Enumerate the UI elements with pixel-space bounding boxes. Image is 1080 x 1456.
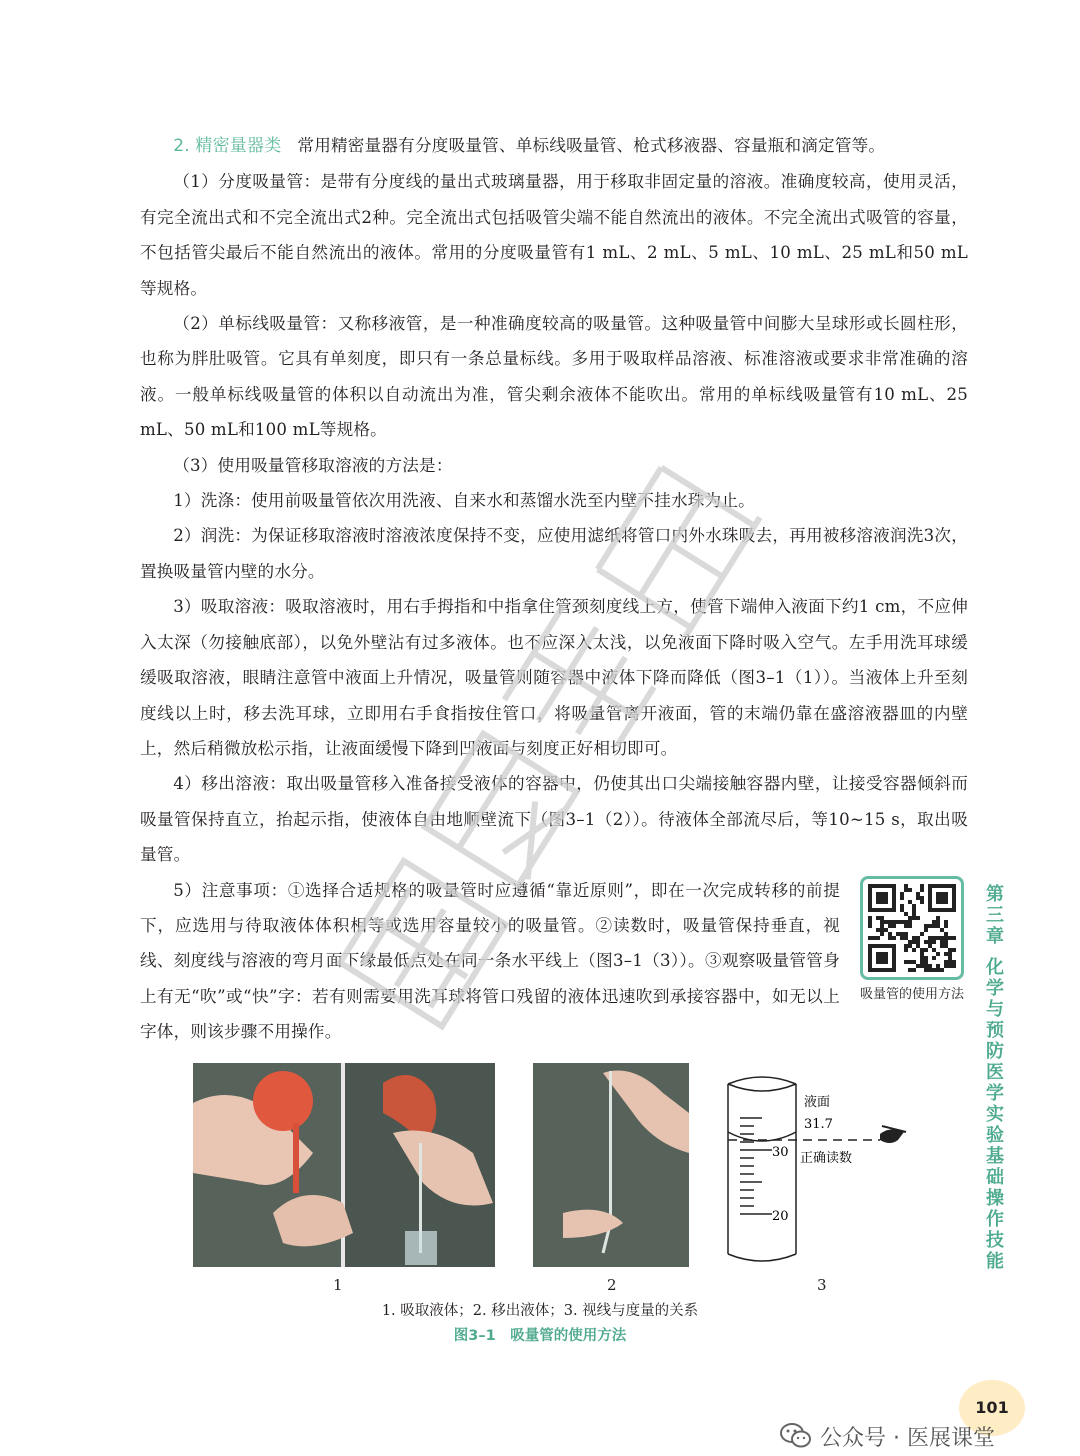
qr-caption: 吸量管的使用方法 (859, 987, 964, 1002)
tick-30: 30 (772, 1145, 789, 1160)
paragraph-volumetric-pipette: （2）单标线吸量管：又称移液管，是一种准确度较高的吸量管。这种吸量管中间膨大呈球形或长圆柱形，也称为胖肚吸管。它具有单刻度，即只有一条总量标线。多用于吸取样品溶液、标准溶液或要求非常准确的溶液。一般单标线吸量管的体积以自动流出为准，管尖剩余液体不能吹出。常用的单标线吸量管有10 mL、25 mL、50 mL和100 mL等规格。 (140, 314, 968, 440)
figure-label-1: 1 (333, 1276, 343, 1294)
photo-dispense-liquid-image (533, 1063, 689, 1267)
section-intro: 2. 精密量器类 常用精密量器有分度吸量管、单标线吸量管、枪式移液器、容量瓶和滴定管等。 (173, 136, 886, 156)
paragraph-step-draw: 3）吸取溶液：吸取溶液时，用右手拇指和中指拿住管颈刻度线上方，使管下端伸入液面下约1 cm，不应伸入太深（勿接触底部），以免外壁沾有过多液体。也不应深入太浅，以免液面下降时吸入空气。左手用洗耳球缓缓吸取溶液，眼睛注意管中液面上升情况，吸量管则随容器中液体下降而降低（图3–1（1））。当液体上升至刻度线以上时，移去洗耳球，立即用右手食指按住管口，将吸量管离开液面，管的末端仍靠在盛溶液器皿的内壁上，然后稍微放松示指，让液面缓慢下降到凹液面与刻度正好相切即可。 (140, 597, 968, 758)
qr-code[interactable] (860, 876, 964, 980)
page-number: 101 (959, 1380, 1025, 1436)
paragraph-step-rinse: 2）润洗：为保证移取溶液时溶液浓度保持不变，应使用滤纸将管口内外水珠吸去，再用被移溶液润洗3次，置换吸量管内壁的水分。 (140, 526, 968, 581)
reading-value: 31.7 (804, 1117, 833, 1132)
section-title: 2. 精密量器类 (173, 136, 282, 156)
figure-subcaption: 1. 吸取液体；2. 移出液体；3. 视线与度量的关系 (381, 1303, 699, 1319)
photo-draw-liquid-image (193, 1063, 495, 1267)
liquid-level-label: 液面 (804, 1095, 831, 1110)
figure-photo-draw-liquid (193, 1063, 495, 1267)
wechat-icon (780, 1422, 812, 1450)
chapter-label: 第三章 (986, 884, 1004, 947)
paragraph-step-wash: 1）洗涤：使用前吸量管依次用洗液、自来水和蒸馏水洗至内壁不挂水珠为止。 (173, 491, 755, 511)
figure-label-3: 3 (817, 1276, 827, 1294)
correct-reading-label: 正确读数 (800, 1151, 853, 1166)
figure-title: 图3–1 吸量管的使用方法 (453, 1328, 627, 1344)
paragraph-step-notes: 5）注意事项：①选择合适规格的吸量管时应遵循“靠近原则”，即在一次完成转移的前提下，应选用与待取液体体积相等或选用容量较小的吸量管。②读数时，吸量管保持垂直，视线、刻度线与溶液的弯月面下缘最低点处在同一条水平线上（图3–1（3））。③观察吸量管管身上有无“吹”或“快”字：若有则需要用洗耳球将管口残留的液体迅速吹到承接容器中，如无以上字体，则该步骤不用操作。 (140, 880, 840, 1042)
paragraph-graduated-pipette: （1）分度吸量管：是带有分度线的量出式玻璃量器，用于移取非固定量的溶液。准确度较高，使用灵活，有完全流出式和不完全流出式2种。完全流出式包括吸管尖端不能自然流出的液体。不完全流出式吸管的容量，不包括管尖最后不能自然流出的液体。常用的分度吸量管有1 mL、2 mL、5 mL、10 mL、25 mL和50 mL等规格。 (140, 172, 968, 298)
watermark-account (780, 1418, 1070, 1454)
body-text (140, 128, 968, 1050)
chapter-title: 化学与预防医学实验基础操作技能 (986, 957, 1004, 1272)
figure-label-2: 2 (607, 1276, 617, 1294)
paragraph-step-dispense: 4）移出溶液：取出吸量管移入准备接受液体的容器中，仍使其出口尖端接触容器内壁，让接受容器倾斜而吸量管保持直立，抬起示指，使液体自由地顺壁流下（图3–1（2））。待液体全部流尽后，等10~15 s，取出吸量管。 (140, 774, 968, 865)
eye-icon (880, 1126, 906, 1143)
figure-reading-diagram (714, 1074, 914, 1274)
tick-20: 20 (772, 1209, 789, 1224)
chapter-side-tab (978, 884, 1012, 1272)
figure-photo-dispense-liquid (533, 1063, 689, 1267)
qr-code-icon (868, 884, 956, 972)
burette-reading-diagram (714, 1074, 914, 1274)
paragraph-method-heading: （3）使用吸量管移取溶液的方法是： (173, 455, 453, 475)
watermark-account-text: 公众号 · 医展课堂 (820, 1425, 995, 1451)
